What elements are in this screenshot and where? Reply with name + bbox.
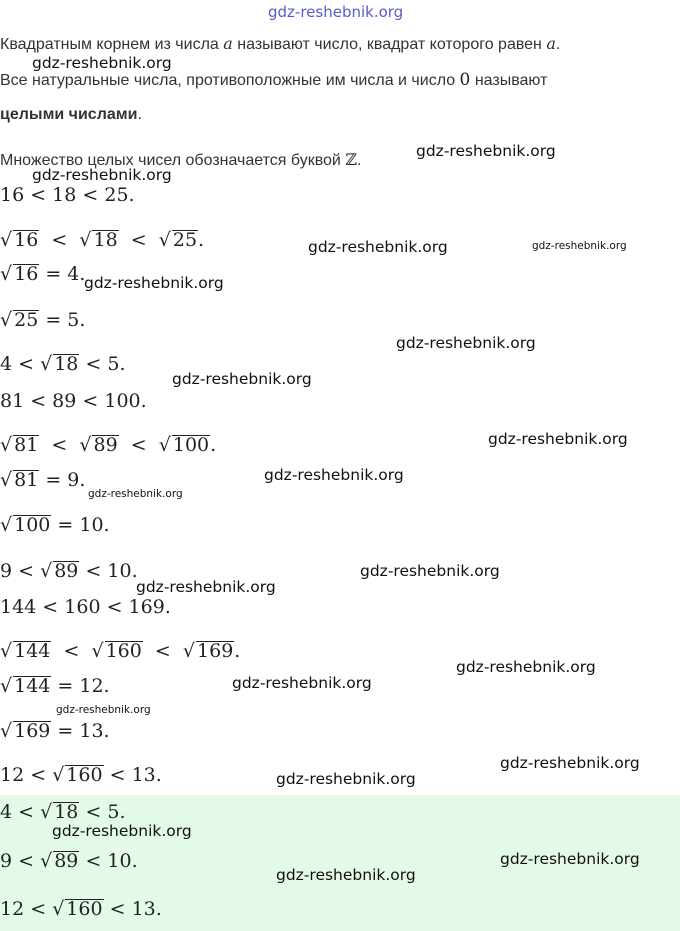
watermark: gdz-reshebnik.org: [532, 240, 627, 252]
step-5: 4 < √ 18 < 5.: [0, 353, 126, 375]
watermark: gdz-reshebnik.org: [488, 430, 628, 448]
watermark: gdz-reshebnik.org: [136, 578, 276, 596]
step-2: √ 16 < √ 18 < √ 25.: [0, 229, 205, 251]
step-13: √ 144 = 12.: [0, 675, 110, 697]
theory-line-4: Множество целых чисел обозначается буквой ℤ.: [0, 150, 362, 169]
step-15: 12 < √ 160 < 13.: [0, 764, 162, 786]
watermark: gdz-reshebnik.org: [276, 866, 416, 884]
watermark: gdz-reshebnik.org: [416, 142, 556, 160]
watermark: gdz-reshebnik.org: [84, 274, 224, 292]
watermark-top: gdz-reshebnik.org: [268, 3, 404, 21]
answer-line-1: 4 < √ 18 < 5.: [0, 801, 126, 823]
watermark: gdz-reshebnik.org: [396, 334, 536, 352]
watermark: gdz-reshebnik.org: [32, 166, 172, 184]
step-6: 81 < 89 < 100.: [0, 390, 147, 412]
watermark: gdz-reshebnik.org: [276, 770, 416, 788]
step-14: √ 169 = 13.: [0, 720, 110, 742]
step-1: 16 < 18 < 25.: [0, 184, 135, 206]
step-11: 144 < 160 < 169.: [0, 596, 171, 618]
integers-symbol: ℤ: [345, 150, 357, 169]
watermark: gdz-reshebnik.org: [360, 562, 500, 580]
step-10: 9 < √ 89 < 10.: [0, 560, 138, 582]
theory-line-3: целыми числами.: [0, 106, 142, 123]
watermark: gdz-reshebnik.org: [88, 488, 183, 500]
step-3: √ 16 = 4.: [0, 263, 86, 285]
step-9: √ 100 = 10.: [0, 514, 110, 536]
watermark: gdz-reshebnik.org: [32, 54, 172, 72]
answer-line-3: 12 < √ 160 < 13.: [0, 898, 162, 920]
integers-term: целыми числами: [0, 106, 138, 123]
theory-line-2: Все натуральные числа, противоположные им числа и число 0 называют: [0, 70, 548, 90]
watermark: gdz-reshebnik.org: [500, 850, 640, 868]
watermark: gdz-reshebnik.org: [456, 658, 596, 676]
step-12: √ 144 < √ 160 < √ 169.: [0, 640, 241, 662]
watermark: gdz-reshebnik.org: [232, 674, 372, 692]
watermark: gdz-reshebnik.org: [500, 754, 640, 772]
answer-line-2: 9 < √ 89 < 10.: [0, 850, 138, 872]
watermark: gdz-reshebnik.org: [308, 238, 448, 256]
step-4: √ 25 = 5.: [0, 309, 86, 331]
theory-line-1: Квадратным корнем из числа a называют число, квадрат которого равен a.: [0, 34, 561, 53]
watermark: gdz-reshebnik.org: [52, 822, 192, 840]
step-7: √ 81 < √ 89 < √ 100.: [0, 434, 217, 456]
step-8: √ 81 = 9.: [0, 469, 86, 491]
watermark: gdz-reshebnik.org: [264, 466, 404, 484]
watermark: gdz-reshebnik.org: [56, 704, 151, 716]
watermark: gdz-reshebnik.org: [172, 370, 312, 388]
